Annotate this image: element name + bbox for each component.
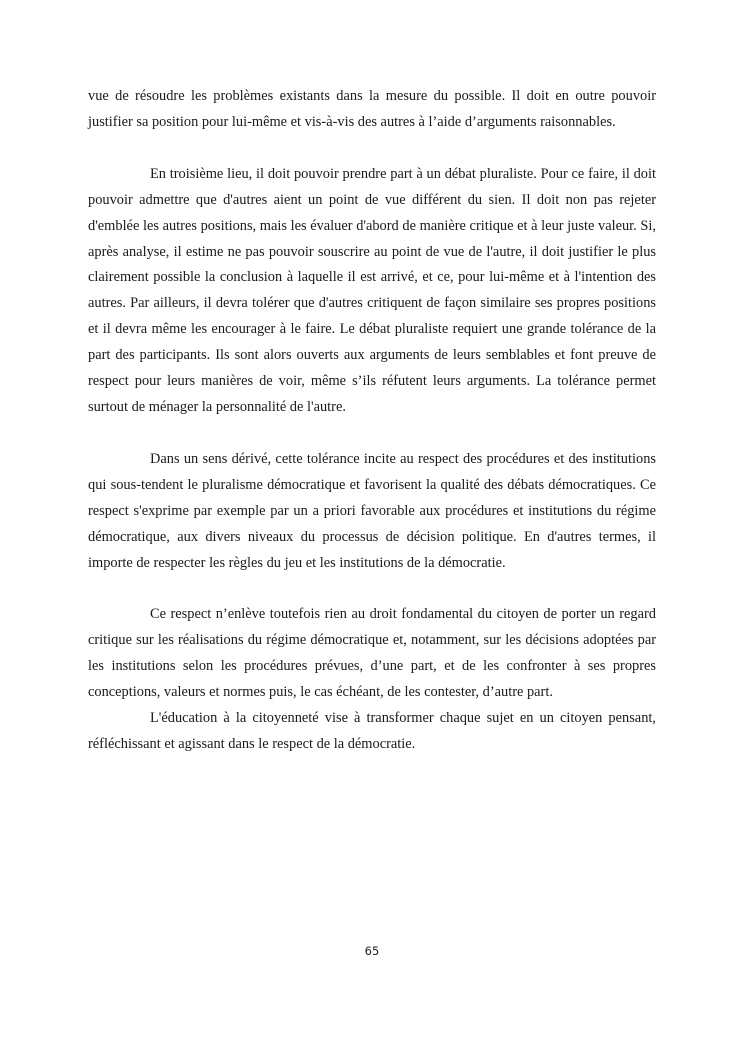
paragraph-critical-right: Ce respect n’enlève toutefois rien au droit fondamental du citoyen de porter un regard critique sur les réalisations du régime démocratique et, notamment, sur les décisions adoptées par les institutions selon les procédures prévues, d’une part, et de les confronter à ses propres conceptions, valeurs et normes puis, le cas échéant, de les contester, d’autre part.: [88, 606, 656, 701]
paragraph-tolerance-respect: Dans un sens dérivé, cette tolérance incite au respect des procédures et des institutions qui sous-tendent le pluralisme démocratique et favorisent la qualité des débats démocratiques. Ce respect s'exprime par exemple par un a priori favorable aux procédures et institutions du régime démocratique, aux divers niveaux du processus de décision politique. En d'autres termes, il importe de respecter les règles du jeu et les institutions de la démocratie.: [88, 450, 656, 571]
paragraph-continuation: vue de résoudre les problèmes existants dans la mesure du possible. Il doit en outre pouvoir justifier sa position pour lui-même et vis-à-vis des autres à l’aide d’arguments raisonnables.: [88, 88, 656, 130]
document-body: [88, 84, 656, 758]
page-number: 65: [364, 944, 380, 958]
paragraph-citizenship-education: L'éducation à la citoyenneté vise à transformer chaque sujet en un citoyen pensant, réfléchissant et agissant dans le respect de la démocratie.: [88, 710, 656, 752]
paragraph-pluralist-debate: En troisième lieu, il doit pouvoir prendre part à un débat pluraliste. Pour ce faire, il doit pouvoir admettre que d'autres aient un point de vue différent du sien. Il doit non pas rejeter d'emblée les autres positions, mais les évaluer d'abord de manière critique et à leur juste valeur. Si, après analyse, il estime ne pas pouvoir souscrire au point de vue de l'autre, il doit justifier le plus clairement possible la conclusion à laquelle il est arrivé, et ce, pour lui-même et à l'intention des autres. Par ailleurs, il devra tolérer que d'autres critiquent de façon similaire ses propres positions et il devra même les encourager à le faire. Le débat pluraliste requiert une grande tolérance de la part des participants. Ils sont alors ouverts aux arguments de leurs semblables et font preuve de respect pour leurs manières de voir, même s’ils réfutent leurs arguments. La tolérance permet surtout de ménager la personnalité de l'autre.: [88, 165, 656, 415]
